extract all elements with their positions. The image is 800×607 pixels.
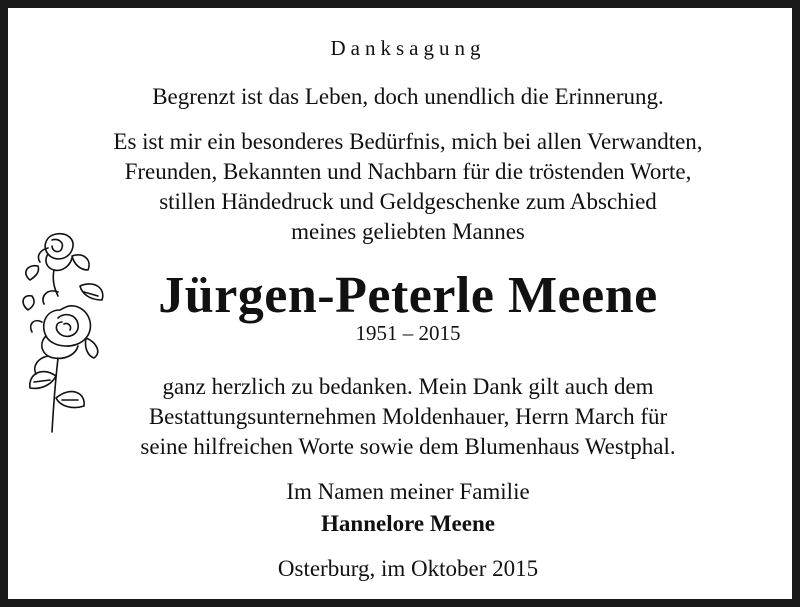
thanks-line: seine hilfreichen Worte sowie dem Blumenhaus Westphal.	[140, 434, 676, 459]
deceased-name: Jürgen-Peterle Meene	[158, 267, 658, 324]
signature-name: Hannelore Meene	[321, 511, 495, 536]
motto: Begrenzt ist das Leben, doch unendlich die Erinnerung.	[152, 84, 664, 109]
life-dates: 1951 – 2015	[355, 321, 461, 345]
heading: Danksagung	[330, 36, 486, 60]
intro-line: Es ist mir ein besonderes Bedürfnis, mich bei allen Verwandten,	[113, 129, 703, 154]
rose-icon	[18, 226, 113, 436]
intro-line: stillen Händedruck und Geldgeschenke zum Abschied	[159, 189, 657, 214]
intro-paragraph	[8, 127, 800, 247]
signature-intro: Im Namen meiner Familie	[286, 479, 530, 504]
thanks-line: Bestattungsunternehmen Moldenhauer, Herrn March für	[148, 404, 668, 429]
place-date: Osterburg, im Oktober 2015	[277, 556, 539, 581]
thanks-line: ganz herzlich zu bedanken. Mein Dank gilt auch dem	[162, 374, 654, 399]
thanks-paragraph	[8, 372, 800, 462]
intro-line: meines geliebten Mannes	[291, 219, 525, 244]
intro-line: Freunden, Bekannten und Nachbarn für die tröstenden Worte,	[124, 159, 692, 184]
